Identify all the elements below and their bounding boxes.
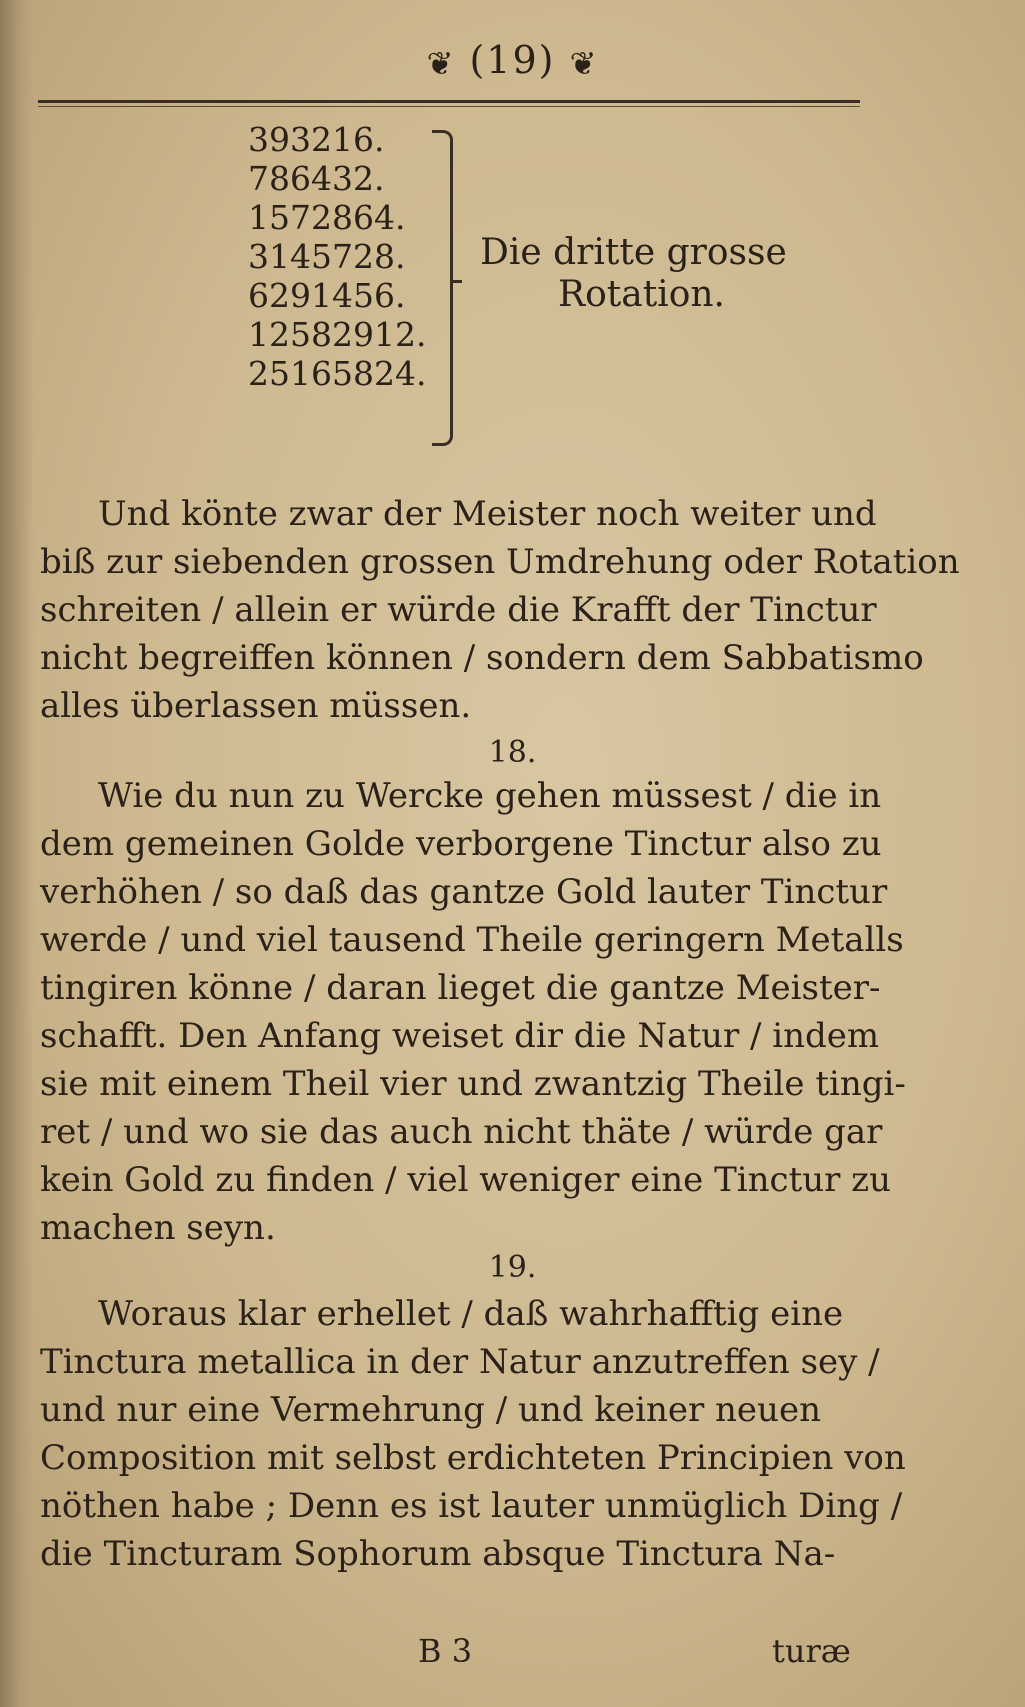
- header-rule-thin: [38, 106, 860, 107]
- text-line: Wie du nun zu Wercke gehen müssest / die in: [98, 776, 882, 816]
- text-line: nöthen habe ; Denn es ist lauter unmüglich Ding /: [40, 1486, 903, 1526]
- text-line: schafft. Den Anfang weiset dir die Natur / indem: [40, 1016, 880, 1056]
- text-line: werde / und viel tausend Theile geringern Metalls: [40, 920, 904, 960]
- header-rule: [38, 100, 860, 103]
- number-entry: 1572864.: [248, 198, 406, 237]
- text-line: alles überlassen müssen.: [40, 686, 472, 726]
- curly-brace-tip: [450, 280, 462, 283]
- text-line: verhöhen / so daß das gantze Gold lauter Tinctur: [40, 872, 888, 912]
- number-entry: 6291456.: [248, 276, 406, 315]
- text-line: Tinctura metallica in der Natur anzutreffen sey /: [40, 1342, 880, 1382]
- section-number-19: 19.: [488, 1250, 537, 1285]
- number-entry: 393216.: [248, 120, 385, 159]
- text-line: kein Gold zu finden / viel weniger eine Tinctur zu: [40, 1160, 891, 1200]
- text-line: sie mit einem Theil vier und zwantzig Theile tingi-: [40, 1064, 906, 1104]
- text-line: ret / und wo sie das auch nicht thäte / würde gar: [40, 1112, 883, 1152]
- page-number: (19): [469, 38, 556, 82]
- left-ornament-icon: ❦: [426, 44, 456, 83]
- section-number-18: 18.: [488, 735, 537, 770]
- number-entry: 3145728.: [248, 237, 406, 276]
- number-entry: 12582912.: [248, 315, 427, 354]
- right-ornament-icon: ❦: [569, 44, 599, 83]
- text-line: nicht begreiffen können / sondern dem Sabbatismo: [40, 638, 924, 678]
- text-line: Composition mit selbst erdichteten Principien von: [40, 1438, 906, 1478]
- text-line: biß zur siebenden grossen Umdrehung oder Rotation: [40, 542, 960, 582]
- text-line: dem gemeinen Golde verborgene Tinctur also zu: [40, 824, 882, 864]
- number-entry: 786432.: [248, 159, 385, 198]
- text-line: machen seyn.: [40, 1208, 276, 1248]
- page-gutter: [0, 0, 34, 1707]
- rotation-label: [480, 232, 820, 316]
- curly-brace: [432, 130, 453, 446]
- number-column: [248, 120, 438, 393]
- signature-mark: B 3: [418, 1632, 473, 1670]
- rotation-label-line2: Rotation.: [558, 274, 725, 315]
- text-line: Woraus klar erhellet / daß wahrhafftig eine: [98, 1294, 844, 1334]
- text-line: die Tincturam Sophorum absque Tinctura Na-: [40, 1534, 836, 1574]
- paragraph-17: [40, 490, 960, 730]
- paragraph-18: [40, 772, 906, 1252]
- text-line: tingiren könne / daran lieget die gantze Meister-: [40, 968, 881, 1008]
- page-header: [0, 38, 1025, 83]
- text-line: schreiten / allein er würde die Krafft der Tinctur: [40, 590, 877, 630]
- catchword: turæ: [772, 1632, 851, 1670]
- text-line: Und könte zwar der Meister noch weiter und: [98, 494, 877, 534]
- text-line: und nur eine Vermehrung / und keiner neuen: [40, 1390, 821, 1430]
- paragraph-19: [40, 1290, 906, 1578]
- rotation-label-line1: Die dritte grosse: [480, 232, 787, 273]
- number-entry: 25165824.: [248, 354, 427, 393]
